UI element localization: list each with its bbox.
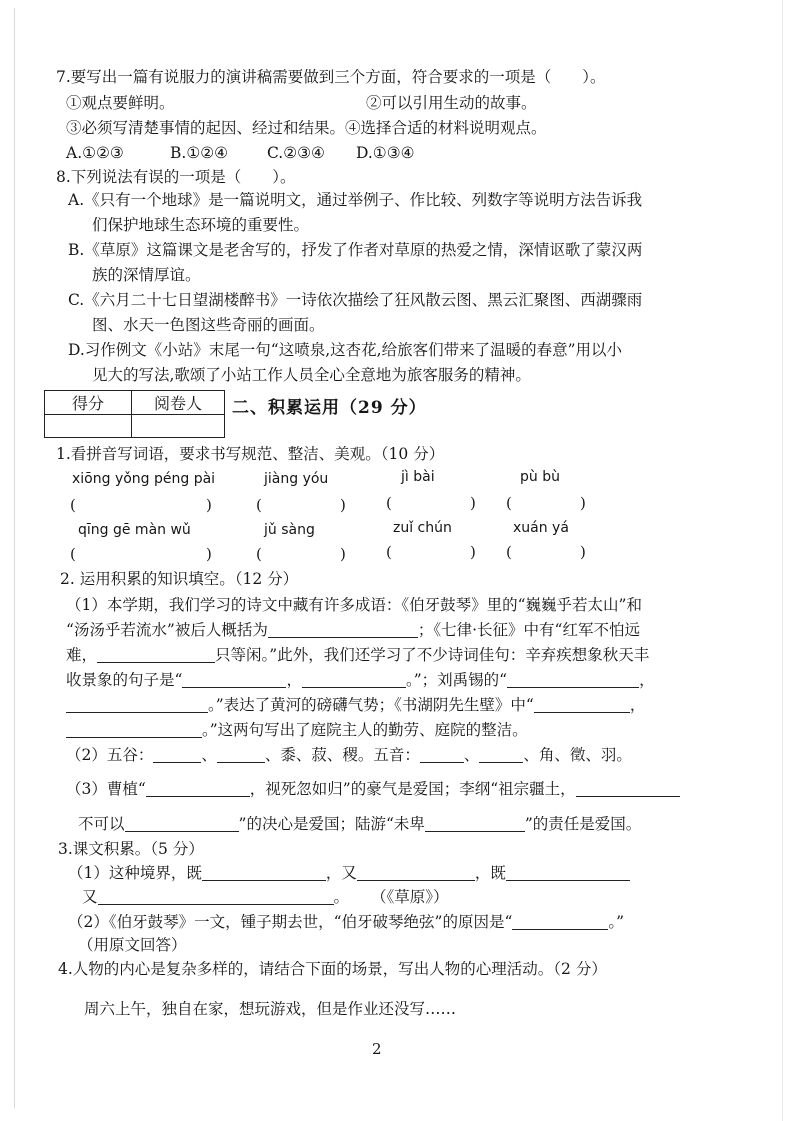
pinyin-2: jiàng yóu <box>264 471 329 487</box>
score-label: 得分 <box>45 391 132 415</box>
q7-choice-b[interactable]: B.①②④ <box>170 144 229 162</box>
answer-box-4-close: ) <box>580 494 586 512</box>
answer-box-1-close: ) <box>206 496 212 514</box>
answer-box-3-open: ( <box>386 494 392 512</box>
page-edge-shadow-right <box>782 0 783 1121</box>
q8-option-d-cont: 见大的写法,歌颂了小站工作人员全心全意地为旅客服务的精神。 <box>92 366 531 384</box>
blank-xin-1[interactable] <box>182 671 286 688</box>
answer-box-7-close: ) <box>470 543 476 561</box>
q8-option-a-cont: 们保护地球生态环境的重要性。 <box>92 216 310 234</box>
s2q2-line-6: 。”这两句写出了庭院主人的勤劳、庭院的整洁。 <box>66 719 528 741</box>
reviewer-label: 阅卷人 <box>132 391 225 415</box>
s2q2-line-5: 。”表达了黄河的磅礴气势；《书湖阴先生壁》中“ ， <box>66 694 645 716</box>
answer-box-6-close: ) <box>340 545 346 563</box>
q8-option-a: A.《只有一个地球》是一篇说明文，通过举例子、作比较、列数字等说明方法告诉我 <box>68 191 643 209</box>
blank-ligang[interactable] <box>576 780 680 797</box>
q8-option-b: B.《草原》这篇课文是老舍写的，抒发了作者对草原的热爱之情，深情讴歌了蒙汉两 <box>68 241 643 259</box>
q7-option-3-4: ③必须写清楚事情的起因、经过和结果。④选择合适的材料说明观点。 <box>66 119 547 137</box>
blank-grain-1[interactable] <box>153 746 201 763</box>
page-edge-shadow <box>14 8 15 1108</box>
answer-box-8-close: ) <box>580 543 586 561</box>
blank-ligang-2[interactable] <box>125 815 239 832</box>
blank-tone-2[interactable] <box>479 746 523 763</box>
q8-option-d: D.习作例文《小站》末尾一句“这喷泉,这杏花,给旅客们带来了温暖的春意”用以小 <box>68 341 623 359</box>
q8-option-c-cont: 图、水天一色图这些奇丽的画面。 <box>92 316 325 334</box>
s2q3-stem: 3.课文积累。（5 分） <box>58 840 204 858</box>
pinyin-7: zuǐ chún <box>393 520 452 536</box>
answer-box-7-open: ( <box>386 543 392 561</box>
blank-caoyuan-2[interactable] <box>357 864 475 881</box>
q8-option-b-cont: 族的深情厚谊。 <box>92 266 201 284</box>
blank-caoyuan-4[interactable] <box>98 888 334 905</box>
s2q2-line-2: “汤汤乎若流水”被后人概括为 ；《七律·长征》中有“红军不怕远 <box>66 621 640 639</box>
blank-caoyuan-3[interactable] <box>506 864 630 881</box>
answer-box-3-close: ) <box>470 494 476 512</box>
s2q3-line-1: （1）这种境界，既 ，又 ，既 <box>68 862 630 884</box>
answer-box-2-close: ) <box>340 496 346 514</box>
s2q2-line-9: 不可以 ”的决心是爱国；陆游“未卑 ”的责任是爱国。 <box>78 815 642 833</box>
blank-caozhi[interactable] <box>146 780 250 797</box>
pinyin-1: xiōng yǒng péng pài <box>72 471 216 487</box>
answer-box-6-open: ( <box>256 545 262 563</box>
blank-grain-2[interactable] <box>217 746 265 763</box>
blank-changzheng[interactable] <box>97 646 215 663</box>
answer-box-2-open: ( <box>256 496 262 514</box>
s2q1-stem: 1.看拼音写词语，要求书写规范、整洁、美观。（10 分） <box>56 445 445 463</box>
blank-idiom[interactable] <box>268 621 418 638</box>
s2q3-line-4: （用原文回答） <box>78 936 187 954</box>
q7-choice-c[interactable]: C.②③④ <box>267 144 325 162</box>
blank-shuhu-2[interactable] <box>66 721 202 738</box>
s2q3-line-2: 又 。 （《草原》） <box>82 888 449 906</box>
blank-xin-2[interactable] <box>302 671 406 688</box>
s2q2-line-3: 难， 只等闲。”此外，我们还学习了不少诗词佳句：辛弃疾想象秋天丰 <box>66 646 650 664</box>
section-2-title: 二、积累运用（29 分） <box>232 398 427 418</box>
q7-choice-a[interactable]: A.①②③ <box>66 144 124 162</box>
pinyin-3: jì bài <box>401 469 435 485</box>
blank-liu-2[interactable] <box>66 696 208 713</box>
answer-box-5-open: ( <box>70 545 76 563</box>
s2q2-line-7: （2）五谷： 、 、黍、菽、稷。五音： 、 、角、徵、羽。 <box>66 746 632 764</box>
pinyin-6: jǔ sàng <box>264 522 315 538</box>
q8-stem: 8.下列说法有误的一项是（ ）。 <box>56 168 296 186</box>
q8-option-c: C.《六月二十七日望湖楼醉书》一诗依次描绘了狂风散云图、黑云汇聚图、西湖骤雨 <box>68 291 643 309</box>
blank-boya[interactable] <box>512 913 608 930</box>
q7-option-2: ②可以引用生动的故事。 <box>366 94 537 112</box>
pinyin-8: xuán yá <box>513 520 569 536</box>
answer-box-8-open: ( <box>506 543 512 561</box>
s2q4-scene: 周六上午，独自在家，想玩游戏，但是作业还没写…… <box>84 1000 457 1018</box>
answer-box-4-open: ( <box>506 494 512 512</box>
s2q2-line-1: （1）本学期，我们学习的诗文中藏有许多成语：《伯牙鼓琴》里的“巍巍乎若太山”和 <box>66 596 642 614</box>
page-number: 2 <box>372 1040 382 1058</box>
s2q4-stem: 4.人物的内心是复杂多样的，请结合下面的场景，写出人物的心理活动。（2 分） <box>58 960 607 978</box>
score-table <box>44 390 225 438</box>
score-cell[interactable] <box>45 415 132 438</box>
q7-stem: 7.要写出一篇有说服力的演讲稿需要做到三个方面，符合要求的一项是（ ）。 <box>56 68 606 86</box>
s2q2-line-4: 收景象的句子是“ ， 。”；刘禹锡的“ ， <box>66 671 655 689</box>
answer-box-5-close: ) <box>206 545 212 563</box>
blank-shuhu-1[interactable] <box>534 696 630 713</box>
pinyin-5: qīng gē màn wǔ <box>78 522 191 538</box>
reviewer-cell[interactable] <box>132 415 225 438</box>
pinyin-4: pù bù <box>520 469 560 485</box>
s2q3-line-3: （2）《伯牙鼓琴》一文，锺子期去世，“伯牙破琴绝弦”的原因是“ 。” <box>68 913 625 931</box>
s2q2-line-8: （3）曹植“ ，视死忽如归”的豪气是爱国；李纲“祖宗疆土， <box>66 778 680 800</box>
blank-luyou[interactable] <box>425 815 525 832</box>
answer-box-1-open: ( <box>70 496 76 514</box>
blank-tone-1[interactable] <box>420 746 464 763</box>
q7-option-1: ①观点要鲜明。 <box>66 94 175 112</box>
blank-liu-1[interactable] <box>507 671 639 688</box>
s2q2-stem: 2. 运用积累的知识填空。（12 分） <box>60 570 299 588</box>
q7-choice-d[interactable]: D.①③④ <box>356 144 415 162</box>
blank-caoyuan-1[interactable] <box>202 864 326 881</box>
